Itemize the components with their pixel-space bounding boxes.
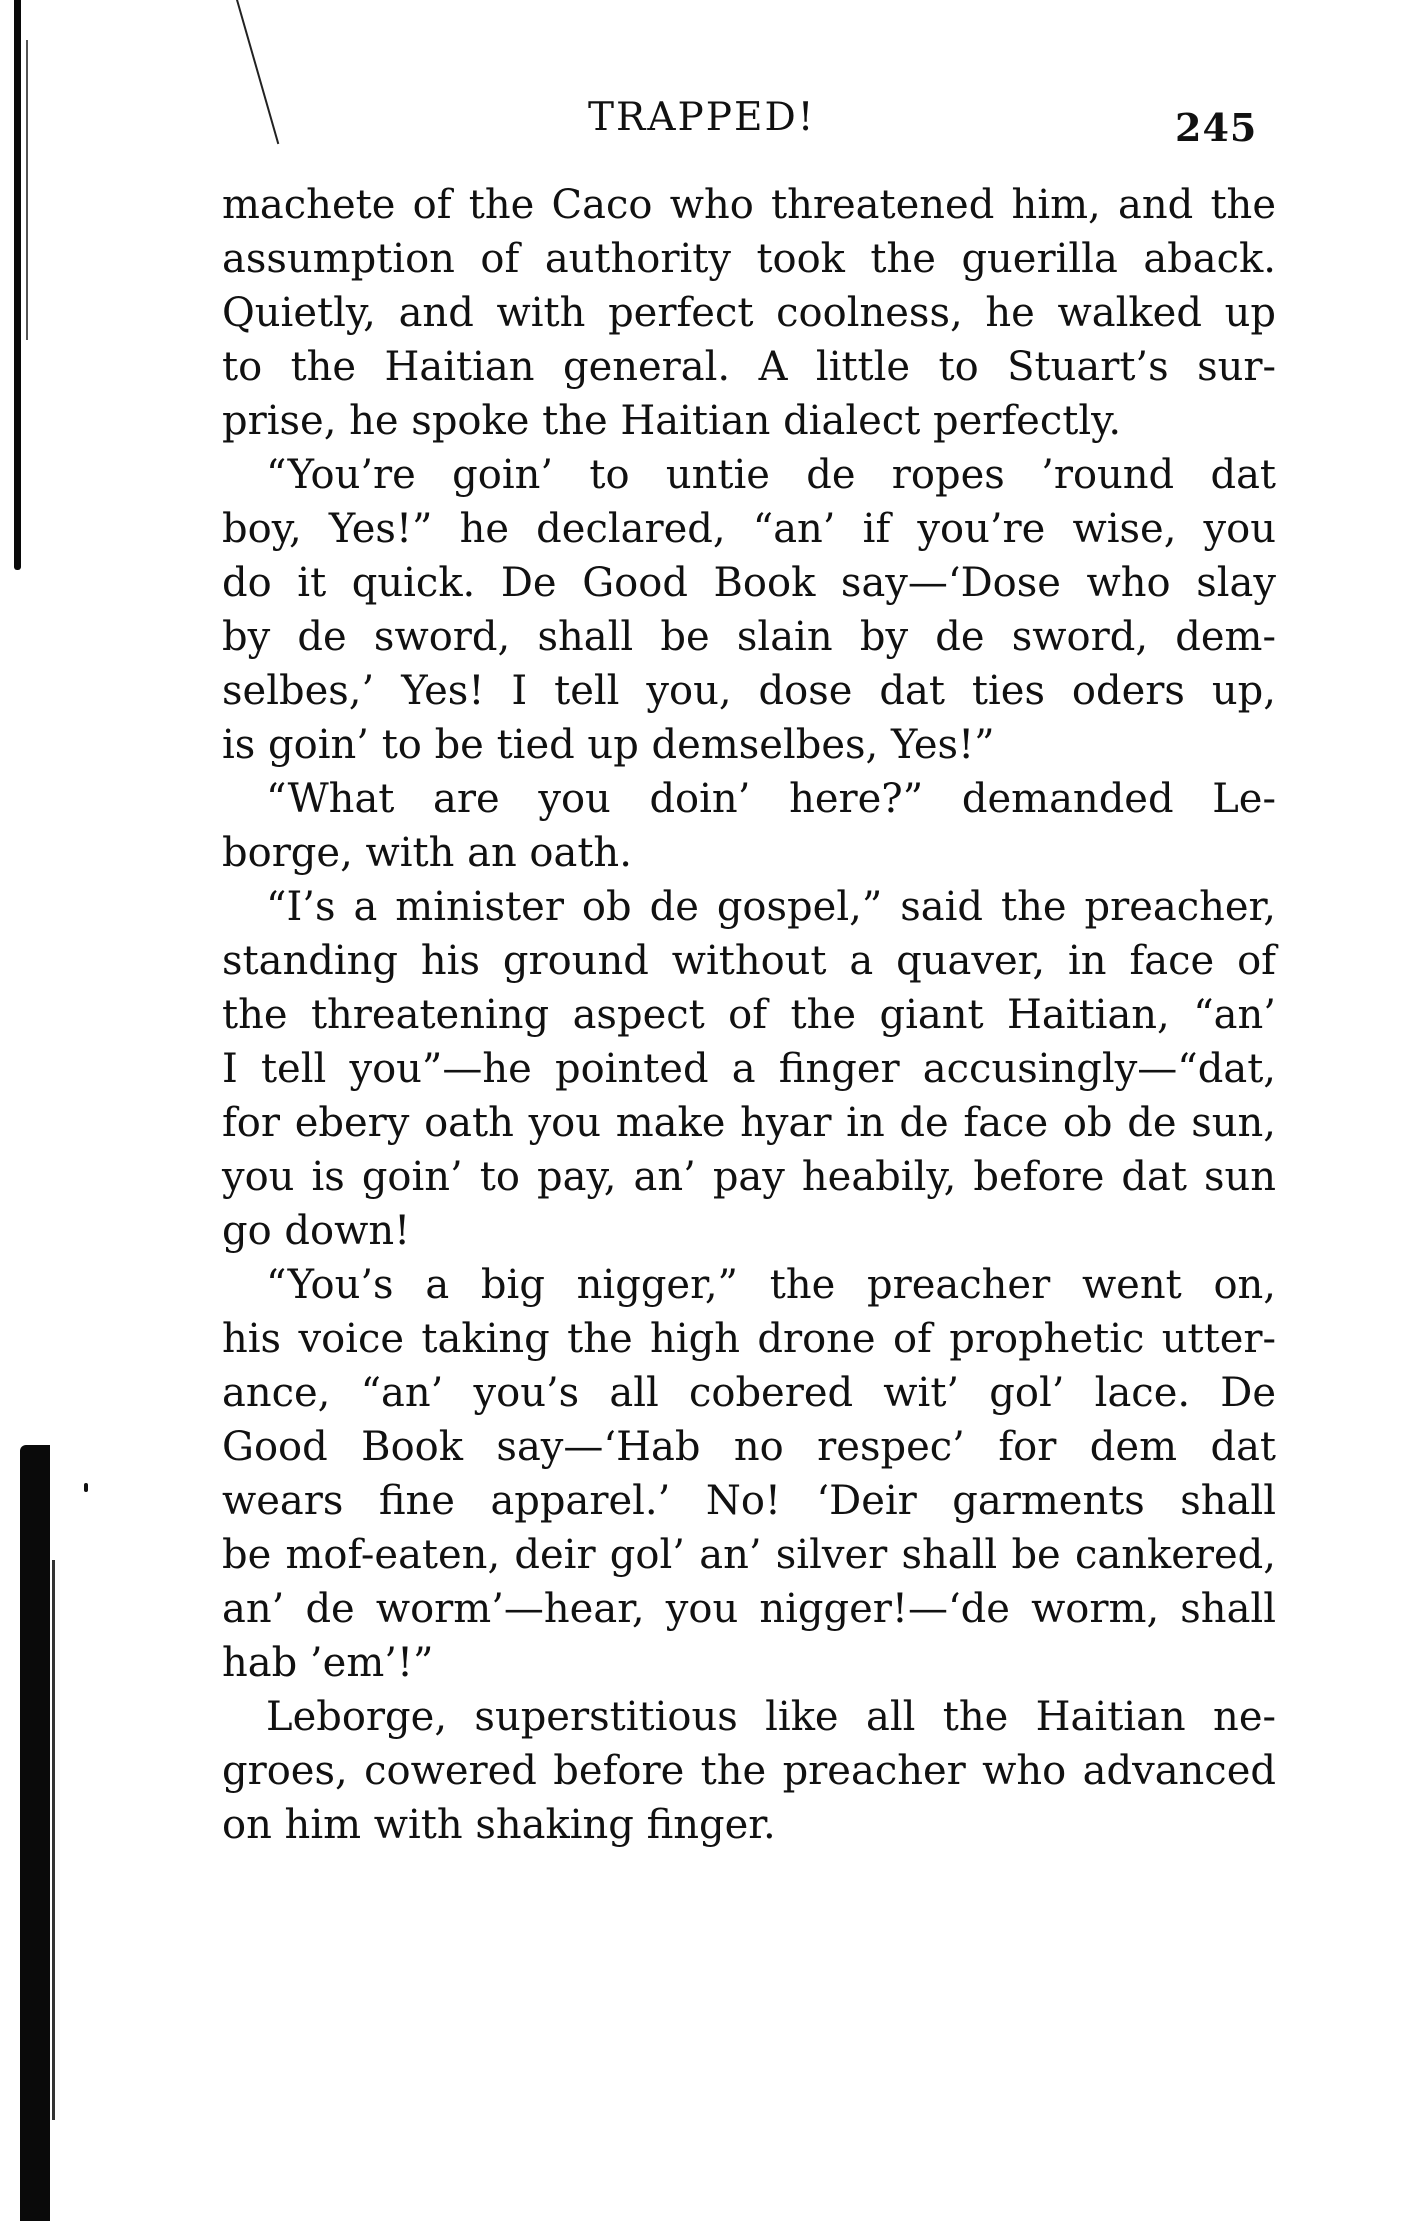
binding-edge-mark-top xyxy=(14,0,21,570)
text-line: for ebery oath you make hyar in de face ob de sun, xyxy=(222,1100,1276,1146)
text-line: do it quick. De Good Book say—‘Dose who slay xyxy=(222,560,1276,606)
text-line: boy, Yes!” he declared, “an’ if you’re wise, you xyxy=(222,506,1276,552)
text-line: his voice taking the high drone of prophetic utter- xyxy=(222,1316,1276,1362)
text-line: the threatening aspect of the giant Haitian, “an’ xyxy=(222,992,1276,1038)
binding-edge-mark-bottom xyxy=(20,1445,50,2221)
text-line: by de sword, shall be slain by de sword, dem- xyxy=(222,614,1276,660)
page-number: 245 xyxy=(1175,105,1258,150)
text-line: I tell you”—he pointed a finger accusingly—“dat, xyxy=(222,1046,1276,1092)
text-line: “You’s a big nigger,” the preacher went on, xyxy=(266,1262,1276,1308)
body-text xyxy=(222,178,1276,1852)
text-line: Quietly, and with perfect coolness, he walked up xyxy=(222,290,1276,336)
binding-edge-line-bottom xyxy=(52,1560,55,2120)
text-line: “What are you doin’ here?” demanded Le- xyxy=(266,776,1276,822)
text-line: groes, cowered before the preacher who advanced xyxy=(222,1748,1276,1794)
text-line: wears fine apparel.’ No! ‘Deir garments shall xyxy=(222,1478,1276,1524)
text-line: “You’re goin’ to untie de ropes ’round dat xyxy=(266,452,1276,498)
text-line: “I’s a minister ob de gospel,” said the preacher, xyxy=(266,884,1276,930)
text-line: machete of the Caco who threatened him, and the xyxy=(222,182,1276,228)
text-line: borge, with an oath. xyxy=(222,830,632,876)
text-line: Good Book say—‘Hab no respec’ for dem dat xyxy=(222,1424,1276,1470)
text-line: to the Haitian general. A little to Stuart’s sur- xyxy=(222,344,1276,390)
running-head xyxy=(0,95,1422,155)
text-line: an’ de worm’—hear, you nigger!—‘de worm, shall xyxy=(222,1586,1276,1632)
text-line: hab ’em’!” xyxy=(222,1640,434,1686)
text-line: assumption of authority took the guerilla aback. xyxy=(222,236,1276,282)
text-line: standing his ground without a quaver, in face of xyxy=(222,938,1276,984)
text-line: be mof-eaten, deir gol’ an’ silver shall be cankered, xyxy=(222,1532,1276,1578)
text-line: selbes,’ Yes! I tell you, dose dat ties oders up, xyxy=(222,668,1276,714)
binding-edge-line-top xyxy=(26,40,28,340)
text-line: is goin’ to be tied up demselbes, Yes!” xyxy=(222,722,995,768)
text-line: on him with shaking finger. xyxy=(222,1802,776,1848)
scan-speck xyxy=(84,1483,88,1492)
text-line: go down! xyxy=(222,1208,411,1254)
text-line: you is goin’ to pay, an’ pay heabily, before dat sun xyxy=(222,1154,1276,1200)
text-line: ance, “an’ you’s all cobered wit’ gol’ lace. De xyxy=(222,1370,1276,1416)
text-line: prise, he spoke the Haitian dialect perfectly. xyxy=(222,398,1122,444)
text-line: Leborge, superstitious like all the Haitian ne- xyxy=(266,1694,1276,1740)
running-title: TRAPPED! xyxy=(588,95,816,140)
